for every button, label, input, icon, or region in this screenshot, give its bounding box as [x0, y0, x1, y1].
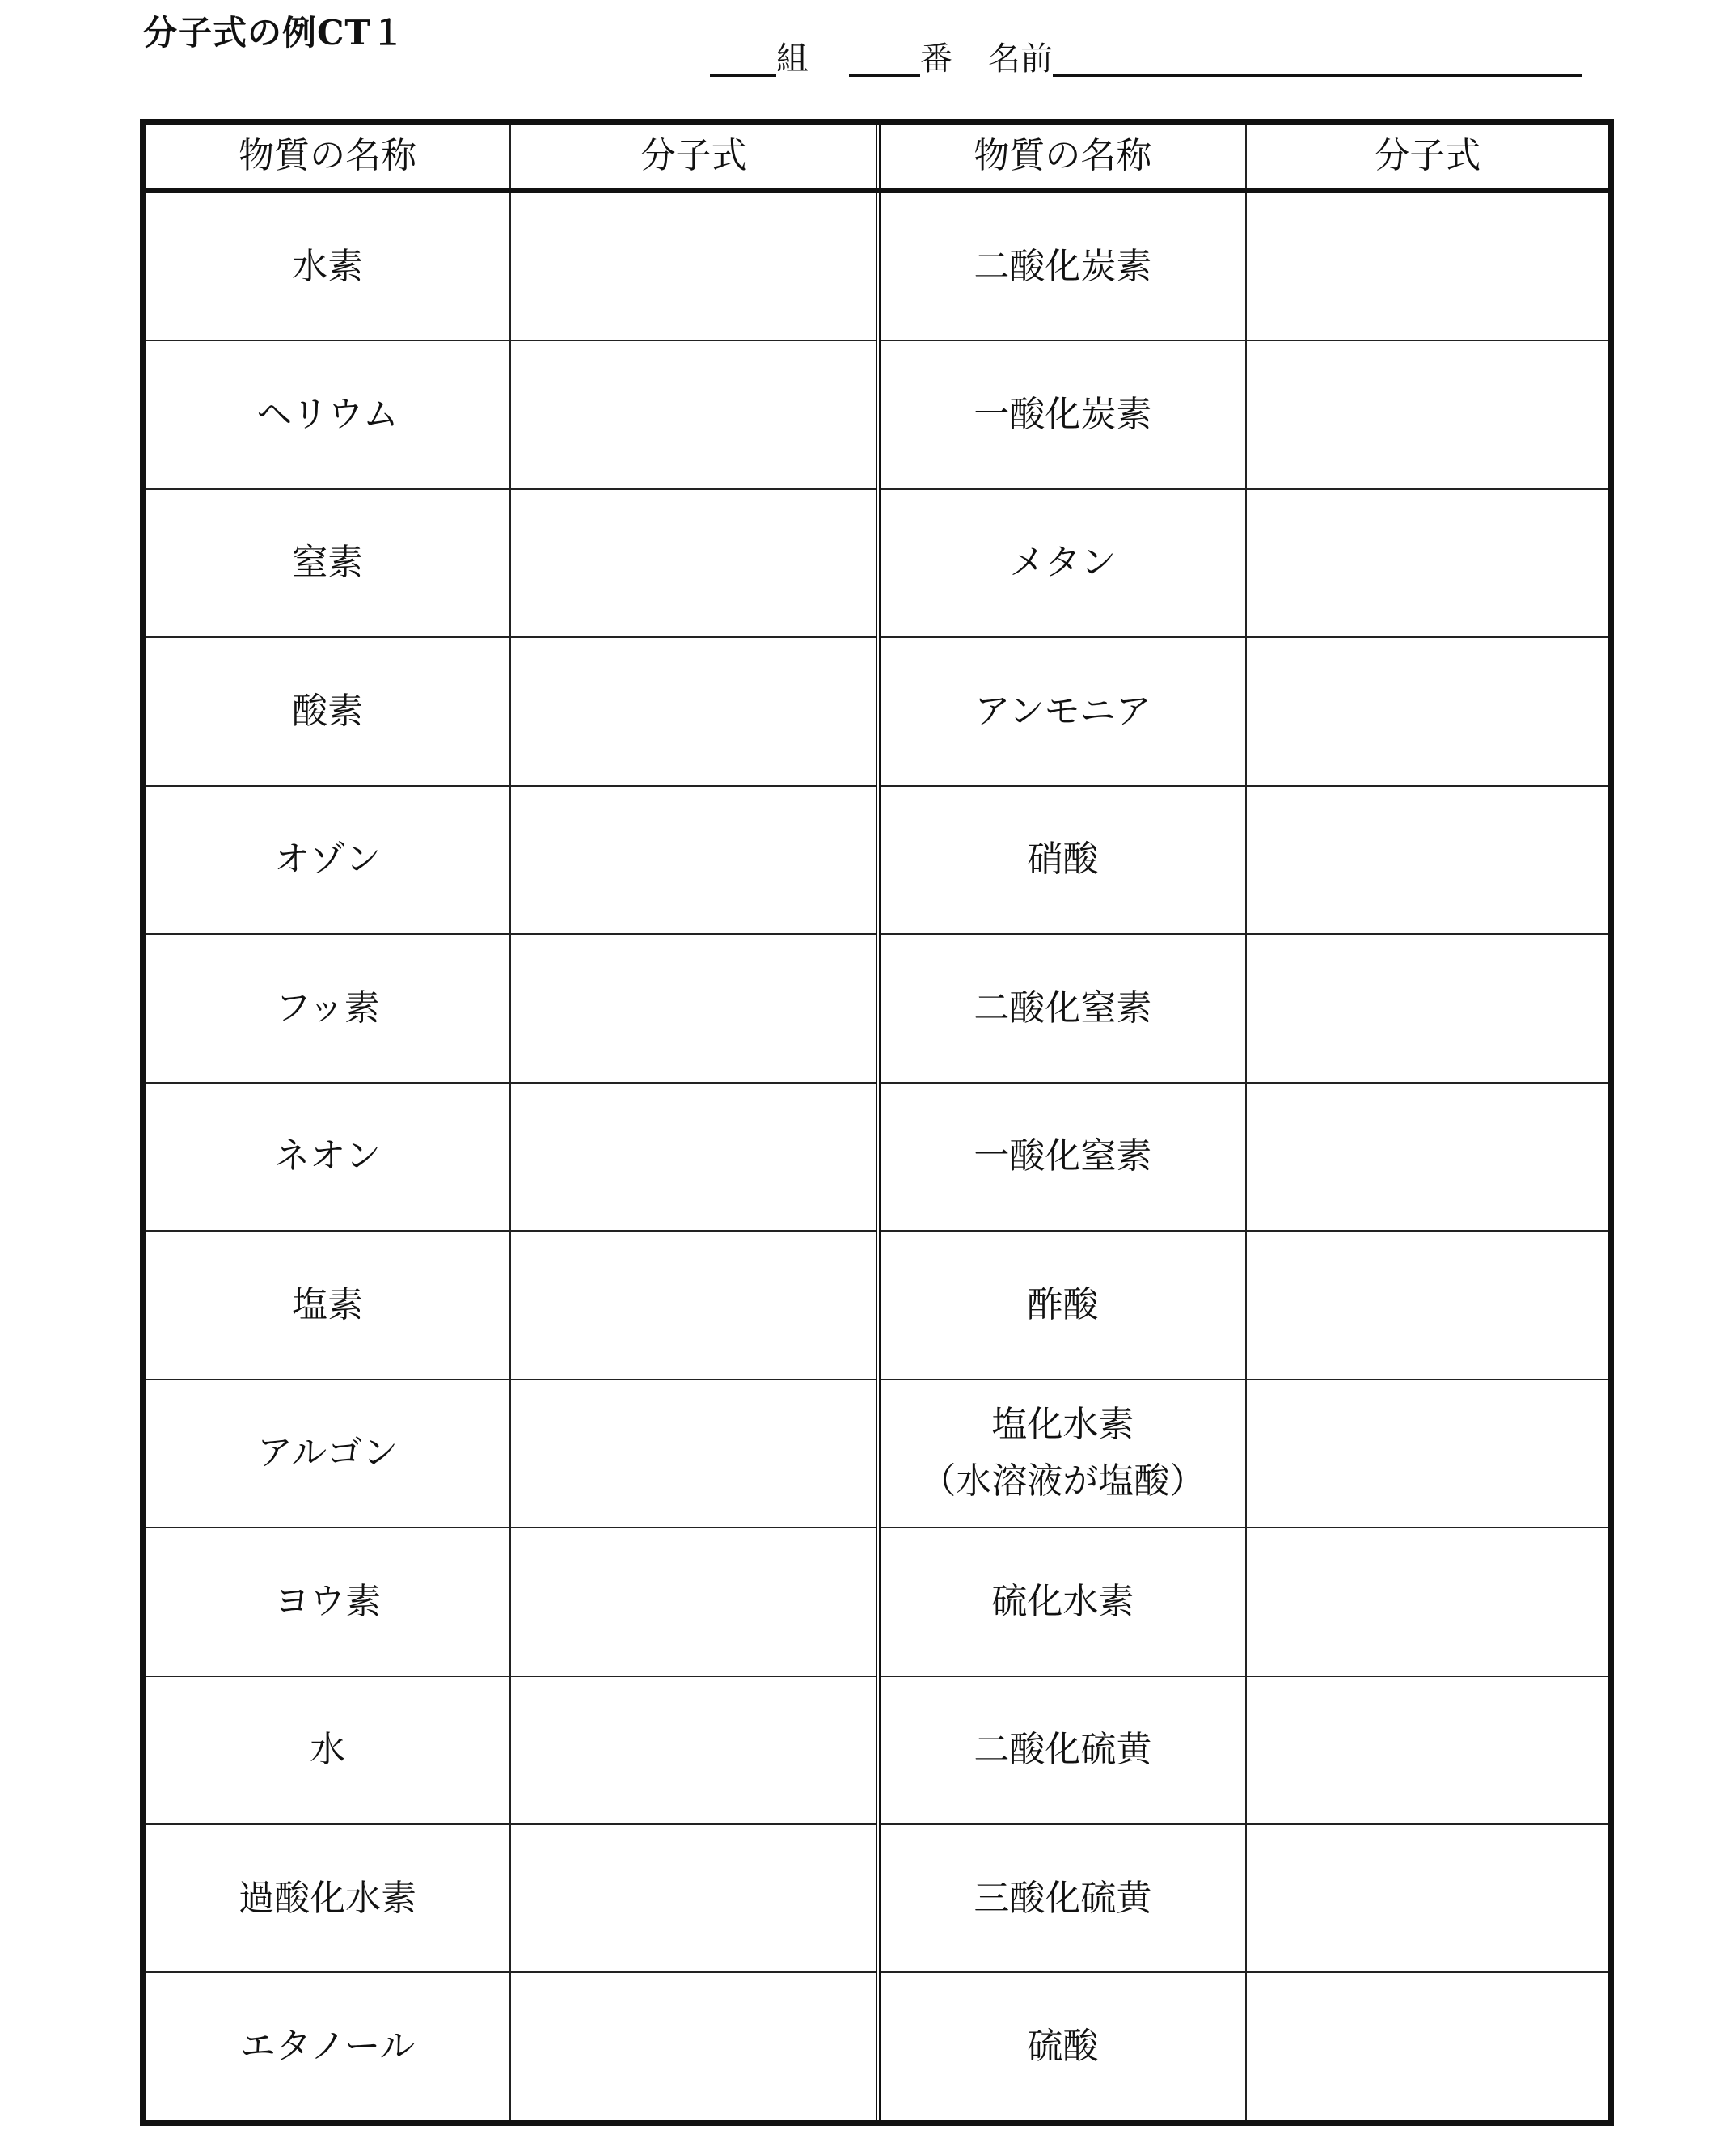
formula-answer-cell[interactable]: [1246, 1824, 1611, 1972]
table-row: [143, 1676, 1611, 1824]
column-header-name-right: 物質の名称: [878, 122, 1246, 191]
formula-answer-cell[interactable]: [510, 340, 878, 488]
formula-answer-cell[interactable]: [510, 786, 878, 934]
substance-name: 一酸化窒素: [878, 1083, 1246, 1231]
substance-name: 一酸化炭素: [878, 340, 1246, 488]
table-row: [143, 637, 1611, 785]
formula-answer-cell[interactable]: [510, 1972, 878, 2123]
name-label: 名前: [988, 40, 1053, 78]
substance-name: 酸素: [143, 637, 511, 785]
substance-name: 窒素: [143, 489, 511, 637]
substance-name: フッ素: [143, 934, 511, 1082]
table-row: [143, 191, 1611, 341]
substance-name-note: （水溶液が塩酸）: [920, 1460, 1206, 1502]
table-row: [143, 1972, 1611, 2123]
molecular-formula-table: [140, 119, 1614, 2126]
substance-name: 酢酸: [878, 1231, 1246, 1379]
substance-name: 水: [143, 1676, 511, 1824]
formula-answer-cell[interactable]: [1246, 1528, 1611, 1676]
substance-name: 塩化水素: [991, 1403, 1134, 1445]
table-header-row: [143, 122, 1611, 191]
substance-name: オゾン: [143, 786, 511, 934]
name-blank[interactable]: [1053, 39, 1582, 77]
formula-answer-cell[interactable]: [510, 191, 878, 341]
formula-answer-cell[interactable]: [1246, 340, 1611, 488]
formula-answer-cell[interactable]: [1246, 191, 1611, 341]
formula-answer-cell[interactable]: [1246, 637, 1611, 785]
formula-answer-cell[interactable]: [1246, 489, 1611, 637]
substance-name: ヘリウム: [143, 340, 511, 488]
formula-answer-cell[interactable]: [510, 1083, 878, 1231]
substance-name: 水素: [143, 191, 511, 341]
substance-name: アルゴン: [143, 1380, 511, 1528]
table-row: [143, 1231, 1611, 1379]
document-title: 分子式の例CT１: [143, 13, 406, 53]
student-info-line: [710, 39, 1582, 77]
substance-name: 硝酸: [878, 786, 1246, 934]
table-row: [143, 934, 1611, 1082]
table-row: [143, 489, 1611, 637]
formula-answer-cell[interactable]: [1246, 786, 1611, 934]
table-row: [143, 1380, 1611, 1528]
formula-answer-cell[interactable]: [1246, 934, 1611, 1082]
formula-answer-cell[interactable]: [510, 1528, 878, 1676]
column-header-formula-right: 分子式: [1246, 122, 1611, 191]
substance-name-two-line: [878, 1380, 1246, 1528]
table-row: [143, 1083, 1611, 1231]
class-blank[interactable]: [710, 39, 776, 77]
column-header-formula-left: 分子式: [510, 122, 878, 191]
formula-answer-cell[interactable]: [510, 934, 878, 1082]
table-row: [143, 786, 1611, 934]
substance-name: ネオン: [143, 1083, 511, 1231]
substance-name: 三酸化硫黄: [878, 1824, 1246, 1972]
formula-answer-cell[interactable]: [1246, 1972, 1611, 2123]
substance-name: 硫化水素: [878, 1528, 1246, 1676]
formula-answer-cell[interactable]: [1246, 1380, 1611, 1528]
substance-name: エタノール: [143, 1972, 511, 2123]
substance-name: ヨウ素: [143, 1528, 511, 1676]
substance-name: 過酸化水素: [143, 1824, 511, 1972]
formula-answer-cell[interactable]: [510, 637, 878, 785]
formula-answer-cell[interactable]: [510, 1231, 878, 1379]
substance-name: 二酸化窒素: [878, 934, 1246, 1082]
table-row: [143, 1824, 1611, 1972]
formula-answer-cell[interactable]: [1246, 1083, 1611, 1231]
formula-answer-cell[interactable]: [1246, 1231, 1611, 1379]
formula-answer-cell[interactable]: [510, 489, 878, 637]
number-blank[interactable]: [849, 39, 920, 77]
substance-name: 塩素: [143, 1231, 511, 1379]
substance-name: 二酸化炭素: [878, 191, 1246, 341]
number-label: 番: [920, 40, 952, 78]
substance-name: アンモニア: [878, 637, 1246, 785]
table-row: [143, 1528, 1611, 1676]
substance-name: メタン: [878, 489, 1246, 637]
formula-answer-cell[interactable]: [510, 1380, 878, 1528]
class-label: 組: [776, 40, 809, 78]
substance-name: 硫酸: [878, 1972, 1246, 2123]
formula-answer-cell[interactable]: [1246, 1676, 1611, 1824]
table-row: [143, 340, 1611, 488]
substance-name: 二酸化硫黄: [878, 1676, 1246, 1824]
formula-answer-cell[interactable]: [510, 1824, 878, 1972]
formula-answer-cell[interactable]: [510, 1676, 878, 1824]
column-header-name-left: 物質の名称: [143, 122, 511, 191]
